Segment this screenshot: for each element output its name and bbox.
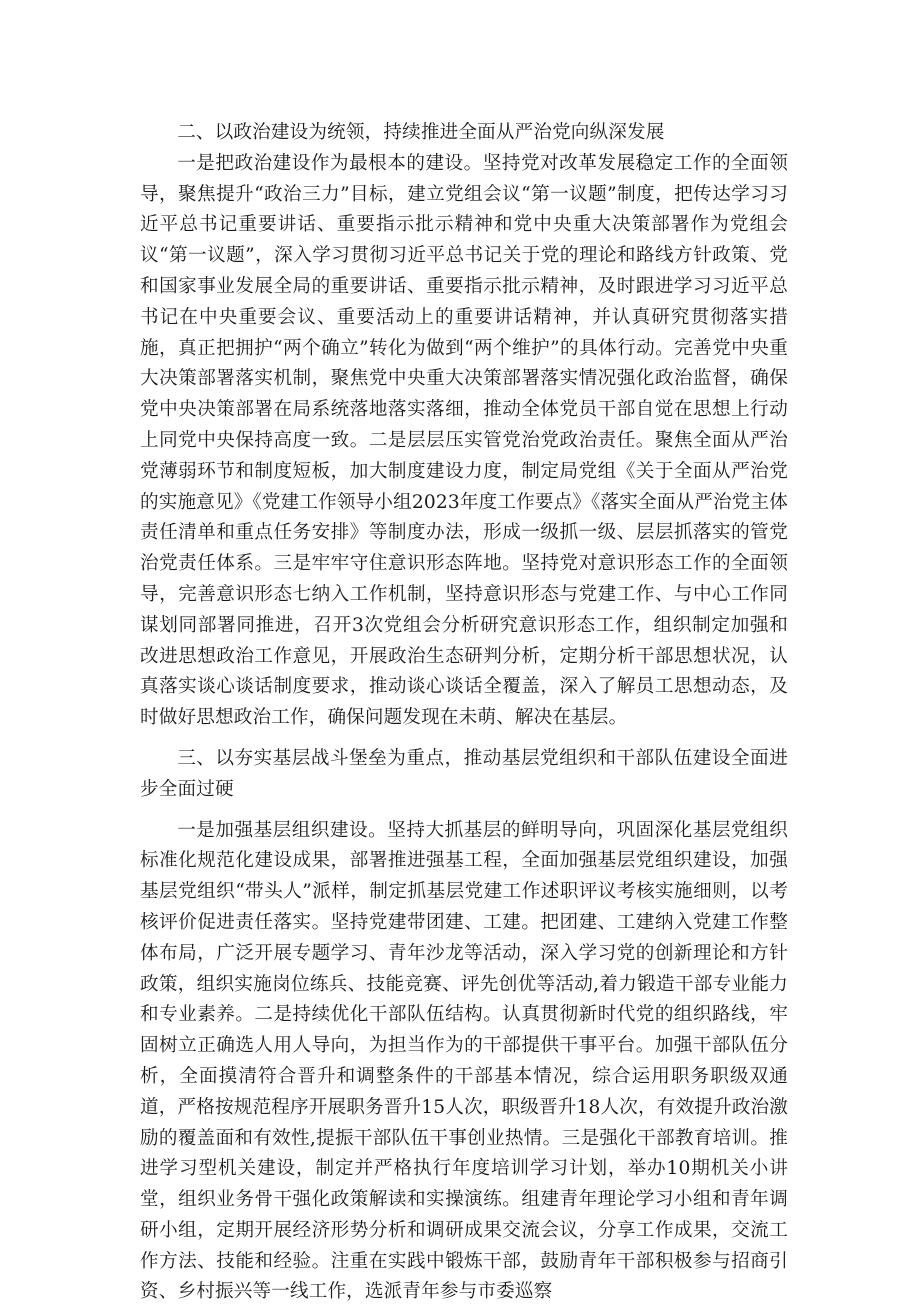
heading-gap (140, 806, 788, 816)
section-2-heading: 二、以政治建设为统领，持续推进全面从严治党向纵深发展 (177, 122, 665, 143)
document-page (140, 118, 788, 1308)
section-2-paragraph: 一是把政治建设作为最根本的建设。坚持党对改革发展稳定工作的全面领导，聚焦提升“政治三力”目标，建立党组会议“第一议题”制度，把传达学习习近平总书记重要讲话、重要指示批示精神和党中央重大决策部署作为党组会议“第一议题”，深入学习贯彻习近平总书记关于党的理论和路线方针政策、党和国家事业发展全局的重要讲话、重要指示批示精神，及时跟进学习习近平总书记在中央重要会议、重要活动上的重要讲话精神，并认真研究贯彻落实措施，真正把拥护“两个确立”转化为做到“两个维护”的具体行动。完善党中央重大决策部署落实机制，聚焦党中央重大决策部署落实情况强化政治监督，确保党中央决策部署在局系统落地落实落细，推动全体党员干部自觉在思想上行动上同党中央保持高度一致。二是层层压实管党治党政治责任。聚焦全面从严治党薄弱环节和制度短板，加大制度建设力度，制定局党组《关于全面从严治党的实施意见》《党建工作领导小组2023年度工作要点》《落实全面从严治党主体责任清单和重点任务安排》等制度办法，形成一级抓一级、层层抓落实的管党治党责任体系。三是牢牢守住意识形态阵地。坚持党对意识形态工作的全面领导，完善意识形态七纳入工作机制，坚持意识形态与党建工作、与中心工作同谋划同部署同推进，召开3次党组会分析研究意识形态工作，组织制定加强和改进思想政治工作意见，开展政治生态研判分析，定期分析干部思想状况，认真落实谈心谈话制度要求，推动谈心谈话全覆盖，深入了解员工思想动态，及时做好思想政治工作，确保问题发现在未萌、解决在基层。 (140, 152, 788, 729)
section-3-heading: 三、以夯实基层战斗堡垒为重点，推动基层党组织和干部队伍建设全面进步全面过硬 (140, 747, 788, 800)
section-gap (140, 734, 788, 744)
section-3-paragraph: 一是加强基层组织建设。坚持大抓基层的鲜明导向，巩固深化基层党组织标准化规范化建设成果，部署推进强基工程，全面加强基层党组织建设，加强基层党组织“带头人”派样，制定抓基层党建工作述职评议考核实施细则，以考核评价促进责任落实。坚持党建带团建、工建。把团建、工建纳入党建工作整体布局，广泛开展专题学习、青年沙龙等活动，深入学习党的创新理论和方针政策，组织实施岗位练兵、技能竞赛、评先创优等活动,着力锻造干部专业能力和专业素养。二是持续优化干部队伍结构。认真贯彻新时代党的组织路线，牢固树立正确选人用人导向，为担当作为的干部提供干事平台。加强干部队伍分析，全面摸清符合晋升和调整条件的干部基本情况，综合运用职务职级双通道，严格按规范程序开展职务晋升15人次，职级晋升18人次，有效提升政治激励的覆盖面和有效性,提振干部队伍干事创业热情。三是强化干部教育培训。推进学习型机关建设，制定并严格执行年度培训学习计划，举办10期机关小讲堂，组织业务骨干强化政策解读和实操演练。组建青年理论学习小组和青年调研小组，定期开展经济形势分析和调研成果交流会议，分享工作成果，交流工作方法、技能和经验。注重在实践中锻炼干部，鼓励青年干部积极参与招商引资、乡村振兴等一线工作，选派青年参与市委巡察 (140, 819, 788, 1303)
